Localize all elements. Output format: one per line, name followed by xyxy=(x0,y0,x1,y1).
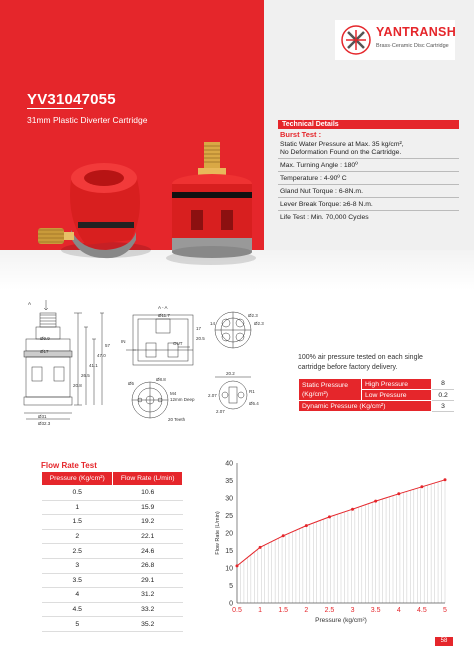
dim-d5: Ø5 xyxy=(128,381,135,386)
flow-cell-pressure: 3 xyxy=(42,558,113,573)
product-model: YV31047055 xyxy=(27,91,116,108)
chart-data-point xyxy=(420,485,423,488)
chart-y-tick-label: 25 xyxy=(225,513,233,520)
dim-2-07-a: 2.07 xyxy=(208,393,217,398)
table-row xyxy=(42,573,183,588)
product-photo xyxy=(26,140,266,265)
table-row xyxy=(42,617,183,632)
dim-17: 17 xyxy=(196,326,202,331)
chart-x-tick-label: 1.5 xyxy=(278,607,289,614)
dim-47: 47.0 xyxy=(97,353,106,358)
chart-x-tick-label: 2 xyxy=(304,607,309,614)
dim-20-8: 20.8 xyxy=(73,383,82,388)
dynamic-pressure-value: 3 xyxy=(432,401,454,412)
flow-rate-title: Flow Rate Test xyxy=(41,461,97,470)
chart-y-tick-label: 35 xyxy=(225,478,233,485)
chart-y-tick-label: 10 xyxy=(225,565,233,573)
burst-test-line-1: Static Water Pressure at Max. 35 kg/cm², xyxy=(280,141,404,148)
label-in: IN xyxy=(121,339,126,344)
static-pressure-unit: (Kg/cm²) xyxy=(302,390,329,398)
chart-data-point xyxy=(397,492,400,495)
burst-test-label: Burst Test : xyxy=(280,130,322,139)
flow-header-rate: Flow Rate (L/min) xyxy=(113,472,183,486)
dim-r1: R1 xyxy=(249,389,255,394)
static-pressure-label: Static Pressure xyxy=(302,381,349,389)
dim-d17: Ø17 xyxy=(40,349,49,354)
flow-cell-pressure: 4 xyxy=(42,588,113,603)
dim-57: 57 xyxy=(105,343,111,348)
dim-14: 14 xyxy=(210,321,216,326)
table-row xyxy=(42,588,183,603)
chart-data-point xyxy=(282,534,285,537)
burst-test-line-2: No Deformation Found on the Cartridge. xyxy=(280,149,402,156)
table-row xyxy=(42,515,183,530)
dim-26-5: 26.5 xyxy=(81,373,90,378)
spec-lever-break-torque: Lever Break Torque: ≥6-8 N.m. xyxy=(280,201,373,208)
low-pressure-value: 0.2 xyxy=(432,390,454,401)
chart-y-tick-label: 30 xyxy=(225,495,233,503)
flow-cell-pressure: 0.5 xyxy=(42,486,113,501)
flow-cell-rate: 15.9 xyxy=(113,500,183,515)
spec-gland-nut-torque: Gland Nut Torque : 6-8N.m. xyxy=(280,188,363,195)
flow-cell-rate: 10.6 xyxy=(113,486,183,501)
flow-cell-rate: 24.6 xyxy=(113,544,183,559)
flow-cell-pressure: 2.5 xyxy=(42,544,113,559)
flow-cell-rate: 31.2 xyxy=(113,588,183,603)
chart-x-tick-label: 3 xyxy=(350,607,355,614)
spec-divider xyxy=(278,210,459,211)
flow-cell-rate: 35.2 xyxy=(113,617,183,632)
dim-d2-3-b: Ø2.3 xyxy=(254,321,264,326)
spec-turning-angle: Max. Turning Angle : 180º xyxy=(280,162,358,169)
flow-cell-rate: 33.2 xyxy=(113,602,183,617)
page-number: 58 xyxy=(435,637,453,646)
table-row xyxy=(42,558,183,573)
spec-divider xyxy=(278,171,459,172)
dim-2-07-b: 2.07 xyxy=(216,409,225,414)
chart-y-tick-label: 5 xyxy=(229,583,233,590)
flow-cell-pressure: 2 xyxy=(42,529,113,544)
chart-x-tick-label: 4.5 xyxy=(417,607,427,614)
dim-d2-3-a: Ø2.3 xyxy=(248,313,258,318)
low-pressure-label: Low Pressure xyxy=(362,390,432,401)
drawing-label-a: A xyxy=(28,301,32,306)
technical-drawing xyxy=(18,295,288,430)
flow-cell-pressure: 4.5 xyxy=(42,602,113,617)
chart-y-tick-label: 15 xyxy=(225,548,233,555)
drawing-section-label: A - A xyxy=(158,305,168,310)
chart-data-point xyxy=(374,500,377,503)
dim-20-5: 20.5 xyxy=(196,336,205,341)
title-rule xyxy=(27,108,83,109)
spec-divider xyxy=(278,197,459,198)
table-row xyxy=(42,544,183,559)
chart-data-point xyxy=(305,524,308,527)
chart-y-tick-label: 40 xyxy=(225,460,233,468)
chart-x-tick-label: 5 xyxy=(443,607,447,614)
product-subtitle: 31mm Plastic Diverter Cartridge xyxy=(27,115,148,125)
table-row xyxy=(42,500,183,515)
brand-logo-icon xyxy=(341,25,371,55)
dim-20-teeth: 20 Teeth xyxy=(168,417,186,422)
dim-d11-7: Ø11.7 xyxy=(158,313,170,318)
table-row xyxy=(42,529,183,544)
flow-cell-rate: 29.1 xyxy=(113,573,183,588)
chart-x-tick-label: 0.5 xyxy=(232,607,242,614)
flow-cell-pressure: 3.5 xyxy=(42,573,113,588)
dim-m4: M4 xyxy=(170,391,177,396)
dim-d9-9: Ø9.9 xyxy=(40,336,50,341)
flow-cell-rate: 26.8 xyxy=(113,558,183,573)
flow-cell-pressure: 1 xyxy=(42,500,113,515)
chart-y-tick-label: 0 xyxy=(229,600,233,608)
chart-y-axis-label: Flow Rate (L/min) xyxy=(215,511,221,555)
flow-rate-table xyxy=(41,471,183,632)
pressure-table xyxy=(298,378,454,412)
spec-life-test: Life Test : Min. 70,000 Cycles xyxy=(280,214,369,221)
flow-rate-chart xyxy=(205,455,455,627)
spec-divider xyxy=(278,184,459,185)
spec-divider xyxy=(278,158,459,159)
dim-12mm-deep: 12mm Deep xyxy=(170,397,195,402)
chart-x-tick-label: 1 xyxy=(258,607,263,614)
dim-20-2: 20.2 xyxy=(226,371,235,376)
dim-d5-4: Ø5.4 xyxy=(249,401,259,406)
dim-d32-3: Ø32.3 xyxy=(38,421,51,426)
high-pressure-label: High Pressure xyxy=(362,379,432,390)
cartridge-right-image xyxy=(166,142,256,265)
high-pressure-value: 8 xyxy=(432,379,454,390)
dim-d31: Ø31 xyxy=(38,414,47,419)
chart-x-tick-label: 2.5 xyxy=(324,607,335,614)
spec-temperature: Temperature : 4-90º C xyxy=(280,175,347,182)
flow-cell-pressure: 1.5 xyxy=(42,515,113,530)
static-pressure-cell xyxy=(299,379,362,401)
chart-data-point xyxy=(236,564,239,567)
chart-x-tick-label: 4 xyxy=(396,607,401,614)
air-pressure-note: 100% air pressure tested on each single cartridge before factory delivery. xyxy=(298,354,423,371)
dim-d8-8: Ø8.8 xyxy=(156,377,166,382)
flow-cell-pressure: 5 xyxy=(42,617,113,632)
dynamic-pressure-label: Dynamic Pressure (Kg/cm²) xyxy=(299,401,432,412)
brand-name: YANTRANSH xyxy=(376,25,457,39)
technical-details-heading: Technical Details xyxy=(278,120,459,129)
cartridge-left-image xyxy=(38,163,151,258)
table-row xyxy=(42,486,183,501)
chart-data-point xyxy=(259,546,262,549)
flow-header-pressure: Pressure (Kg/cm²) xyxy=(42,472,113,486)
table-row xyxy=(42,602,183,617)
flow-cell-rate: 19.2 xyxy=(113,515,183,530)
flow-cell-rate: 22.1 xyxy=(113,529,183,544)
dim-41-1: 41.1 xyxy=(89,363,98,368)
chart-data-point xyxy=(444,478,447,481)
chart-x-axis-label: Pressure (kg/cm²) xyxy=(315,617,367,624)
chart-y-tick-label: 20 xyxy=(225,530,233,538)
label-out: OUT xyxy=(173,341,183,346)
chart-data-point xyxy=(328,515,331,518)
brand-tagline: Brass·Ceramic Disc Cartridge xyxy=(376,43,449,49)
chart-x-tick-label: 3.5 xyxy=(370,607,381,614)
chart-data-point xyxy=(351,508,354,511)
